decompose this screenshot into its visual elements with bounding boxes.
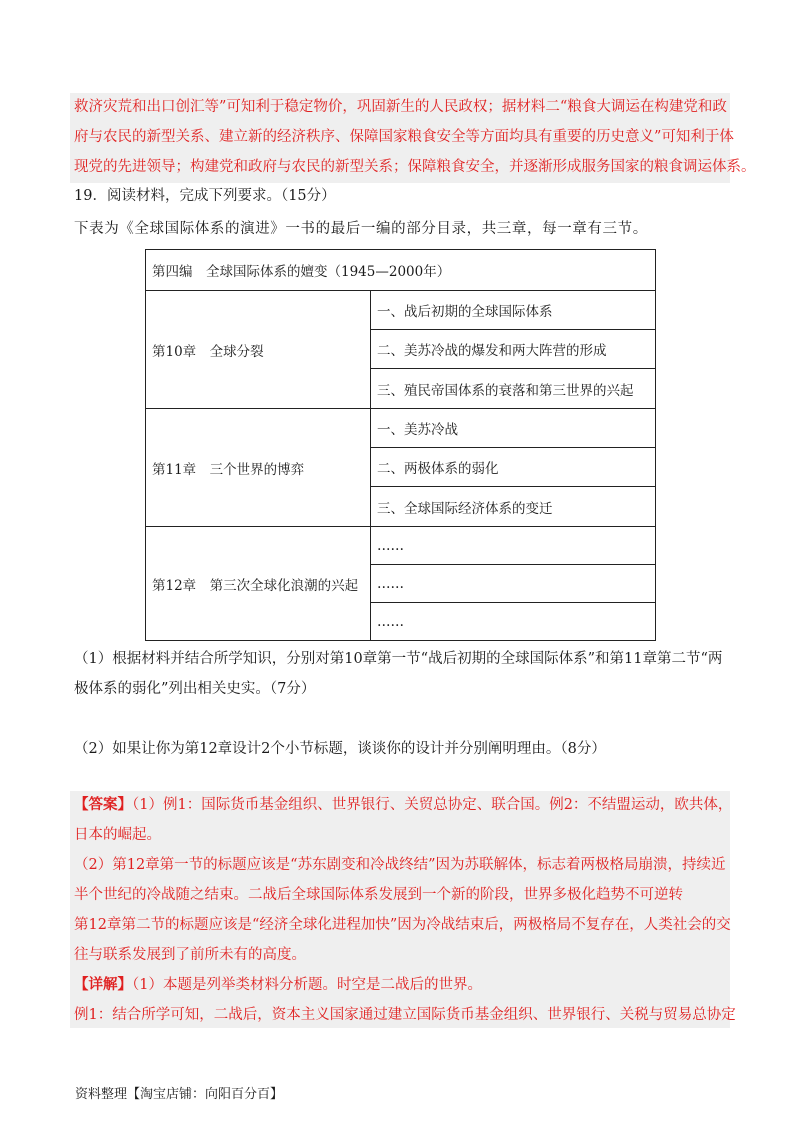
question-heading: 19．阅读材料，完成下列要求。（15分）: [74, 188, 336, 204]
answer-line-6: 往与联系发展到了前所未有的高度。: [74, 947, 306, 963]
answer-line-5: 第12章第二节的标题应该是“经济全球化进程加快”因为冷战结束后，两极格局不复存在，人类社会的交: [74, 917, 731, 933]
sub-question-1: （1）根据材料并结合所学知识，分别对第10章第一节“战后初期的全球国际体系”和第11章第二节“两: [74, 651, 723, 667]
answer-line-2: 日本的崛起。: [74, 827, 161, 843]
answer-line: 现党的先进领导；构建党和政府与农民的新型关系；保障粮食安全，并逐渐形成服务国家的粮食调运体系。: [74, 159, 756, 175]
answer-text: （1）例1：国际货币基金组织、世界银行、关贸总协定、联合国。例2：不结盟运动，欧共体，: [132, 797, 733, 813]
toc-table: [145, 249, 656, 641]
chapter-title: 第10章 全球分裂: [146, 291, 371, 409]
section-title: 三、全球国际经济体系的变迁: [371, 487, 656, 527]
answer-line-4: 半个世纪的冷战随之结束。二战后全球国际体系发展到一个新的阶段，世界多极化趋势不可逆转: [74, 887, 683, 903]
sub-question-1-cont: 极体系的弱化”列出相关史实。（7分）: [74, 681, 316, 697]
section-title: ……: [371, 527, 656, 565]
section-title: ……: [371, 603, 656, 641]
detail-line-2: 例1：结合所学可知，二战后，资本主义国家通过建立国际货币基金组织、世界银行、关税与贸易总协定: [74, 1007, 736, 1023]
answer-tag: 【答案】: [74, 796, 132, 813]
section-title: 二、美苏冷战的爆发和两大阵营的形成: [371, 330, 656, 369]
section-title: 三、殖民帝国体系的衰落和第三世界的兴起: [371, 369, 656, 409]
question-intro: 下表为《全球国际体系的演进》一书的最后一编的部分目录，共三章，每一章有三节。: [74, 221, 648, 237]
answer-line-1: [74, 794, 732, 816]
detail-text: （1）本题是列举类材料分析题。时空是二战后的世界。: [132, 977, 482, 993]
section-title: ……: [371, 565, 656, 603]
section-title: 二、两极体系的弱化: [371, 448, 656, 487]
page-footer: 资料整理【淘宝店铺：向阳百分百】: [75, 1087, 284, 1102]
previous-answer-block: [70, 93, 756, 183]
section-title: 一、战后初期的全球国际体系: [371, 291, 656, 330]
detail-tag: 【详解】: [74, 976, 132, 993]
section-title: 一、美苏冷战: [371, 409, 656, 448]
answer-line-3: （2）第12章第一节的标题应该是“苏东剧变和冷战终结”因为苏联解体，标志着两极格局崩溃，持续近: [74, 857, 726, 873]
chapter-title: 第11章 三个世界的博弈: [146, 409, 371, 527]
sub-question-2: （2）如果让你为第12章设计2个小节标题，谈谈你的设计并分别阐明理由。（8分）: [74, 741, 606, 757]
detail-line-1: [74, 974, 482, 996]
chapter-title: 第12章 第三次全球化浪潮的兴起: [146, 527, 371, 641]
answer-line: 府与农民的新型关系、建立新的经济秩序、保障国家粮食安全等方面均具有重要的历史意义”可知利于体: [74, 129, 734, 145]
answer-line: 救济灾荒和出口创汇等”可知利于稳定物价，巩固新生的人民政权；据材料二“粮食大调运在构建党和政: [74, 99, 727, 115]
toc-header: 第四编 全球国际体系的嬗变（1945—2000年）: [146, 250, 656, 291]
